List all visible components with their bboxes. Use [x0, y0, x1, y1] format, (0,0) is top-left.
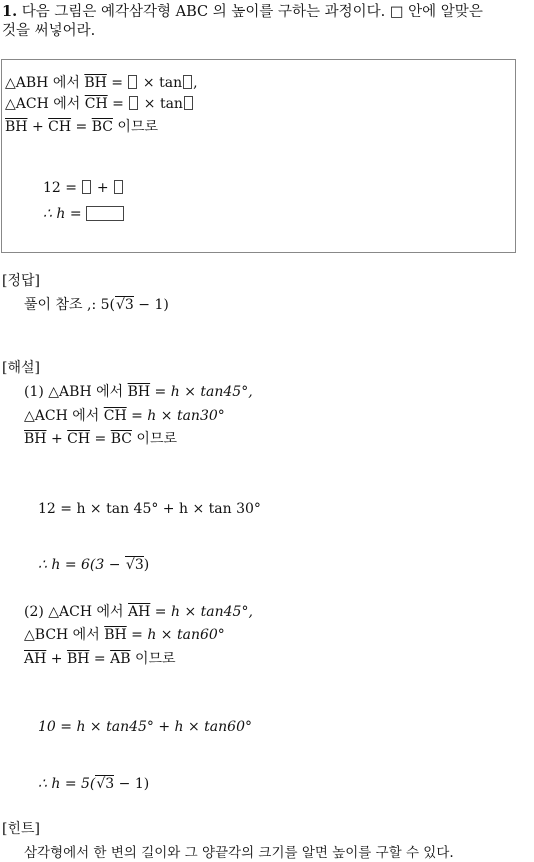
plus: + [27, 119, 49, 135]
sol-expr: = h × tan30° [126, 408, 225, 424]
sqrt-3: √3 [96, 776, 115, 792]
answer-label: [정답] [2, 273, 40, 289]
eq-tail: − 1) [114, 776, 150, 792]
eq-tail: ) [143, 557, 150, 573]
question-number: 1. [2, 3, 18, 20]
box-eq-1 [43, 180, 124, 197]
sol-p2-eq-1: 10 = h × tan45° + h × tan60° [38, 719, 252, 735]
eq2-lhs: ∴ h = [43, 206, 87, 222]
sol-p2-eq-2 [38, 776, 149, 793]
question-text-1: 다음 그림은 예각삼각형 ABC 의 높이를 구하는 과정이다. □ 안에 알맞은 [21, 4, 483, 20]
sol-text: (2) △ACH 에서 [24, 604, 129, 620]
eq-text: ∴ h = 5( [38, 776, 96, 792]
comma: , [193, 75, 198, 91]
box-eq-2 [43, 206, 124, 223]
therefore-text: 이므로 [130, 651, 176, 667]
sol-p2-line-2 [24, 627, 225, 644]
segment-ch: $\overline{CH}$ [67, 431, 91, 447]
plus: + [46, 651, 67, 667]
therefore-text: 이므로 [131, 431, 177, 447]
times-tan: × tan [138, 75, 183, 91]
eq-text: ∴ h = 6(3 − [38, 557, 125, 573]
segment-bh: $\overline{BH}$ [5, 119, 28, 135]
segment-bh: $\overline{BH}$ [24, 431, 47, 447]
segment-ch: $\overline{CH}$ [84, 96, 108, 112]
sol-p2-line-3 [24, 651, 176, 668]
sqrt-3: √3 [125, 557, 144, 573]
segment-ab: $\overline{AB}$ [110, 651, 131, 667]
solution-label: [해설] [2, 360, 40, 376]
box-line-3 [5, 119, 158, 136]
sol-p2-line-1 [24, 604, 253, 621]
segment-bh: $\overline{BH}$ [84, 75, 107, 91]
therefore-text: 이므로 [112, 119, 158, 135]
blank-box-5[interactable] [82, 180, 91, 194]
sol-expr: = h × tan60° [126, 627, 225, 643]
answer-box[interactable] [86, 206, 124, 221]
eq1-lhs: 12 = [43, 180, 82, 196]
equals: = [107, 96, 129, 112]
blank-box-1[interactable] [128, 75, 137, 89]
hint-label: [힌트] [2, 821, 40, 837]
question-line-1 [2, 3, 483, 21]
box-line-1 [5, 75, 198, 92]
blank-box-3[interactable] [129, 96, 138, 110]
question-text-2: 것을 써넣어라. [2, 23, 96, 39]
blank-box-2[interactable] [183, 75, 192, 89]
blank-box-6[interactable] [114, 180, 123, 194]
sol-p1-line-2 [24, 408, 225, 425]
answer-text: 풀이 참조 ,: 5( [24, 297, 115, 313]
equals: = [90, 431, 111, 447]
times-tan: × tan [139, 96, 183, 112]
sol-text: △BCH 에서 [24, 627, 105, 643]
segment-bh: $\overline{BH}$ [127, 384, 151, 400]
segment-ah: $\overline{AH}$ [128, 604, 151, 620]
sol-p1-line-3 [24, 431, 177, 448]
segment-bh: $\overline{BH}$ [66, 651, 90, 667]
plus: + [92, 180, 114, 196]
box-l1-label: △ABH 에서 [5, 75, 85, 91]
segment-ah: $\overline{AH}$ [24, 651, 47, 667]
equals: = [106, 75, 128, 91]
sol-p1-line-1 [24, 384, 253, 401]
segment-bc: $\overline{BC}$ [110, 431, 132, 447]
sol-p1-eq-2 [38, 557, 149, 574]
sol-text: △ACH 에서 [24, 408, 104, 424]
segment-bc: $\overline{BC}$ [91, 119, 113, 135]
hint-text: 삼각형에서 한 변의 길이와 그 양끝각의 크기를 알면 높이를 구할 수 있다. [24, 845, 454, 861]
equals: = [89, 651, 111, 667]
sol-expr: = h × tan45°, [150, 604, 253, 620]
answer-tail: − 1) [133, 297, 169, 313]
box-line-2 [5, 96, 194, 113]
segment-bh: $\overline{BH}$ [104, 627, 127, 643]
sqrt-3: √3 [115, 297, 134, 313]
sol-p1-eq-1: 12 = h × tan 45° + h × tan 30° [38, 501, 261, 517]
plus: + [46, 431, 68, 447]
segment-ch: $\overline{CH}$ [103, 408, 127, 424]
sol-expr: = h × tan45°, [150, 384, 253, 400]
sol-text: (1) △ABH 에서 [24, 384, 128, 400]
blank-box-4[interactable] [184, 96, 193, 110]
answer-line [24, 297, 169, 314]
segment-ch: $\overline{CH}$ [48, 119, 72, 135]
equals: = [71, 119, 92, 135]
box-l2-label: △ACH 에서 [5, 96, 85, 112]
